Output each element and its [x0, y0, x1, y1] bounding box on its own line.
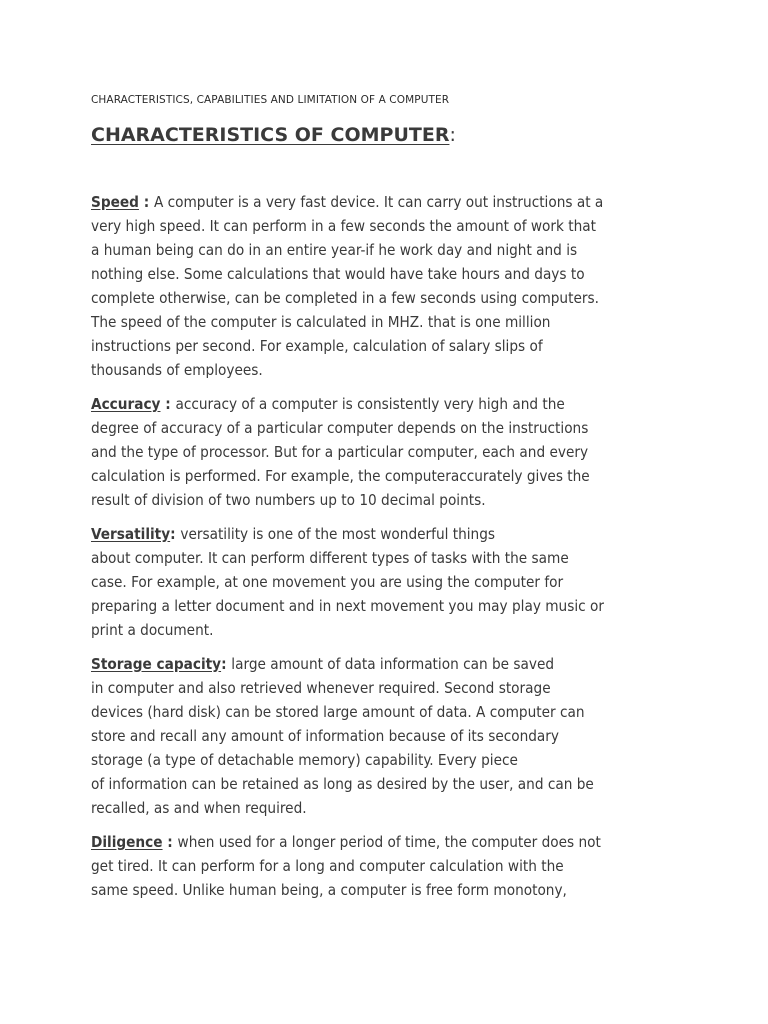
line-text: about computer. It can perform different types of tasks with the same: [91, 549, 569, 567]
characteristic-paragraph: [91, 522, 691, 642]
paragraph-line: [91, 724, 691, 748]
paragraph-line: [91, 310, 691, 334]
line-text: accuracy of a computer is consistently very high and the: [175, 395, 565, 413]
characteristic-paragraph: [91, 652, 691, 820]
paragraph-line: [91, 854, 691, 878]
paragraph-line: [91, 546, 691, 570]
characteristic-paragraph: [91, 190, 691, 382]
paragraph-line: [91, 238, 691, 262]
term-separator: :: [162, 833, 178, 851]
paragraph-line: [91, 440, 691, 464]
term-separator: :: [170, 525, 181, 543]
line-text: case. For example, at one movement you are using the computer for: [91, 573, 564, 591]
line-text: preparing a letter document and in next movement you may play music or: [91, 597, 604, 615]
paragraph-line: [91, 358, 691, 382]
paragraph-line: [91, 488, 691, 512]
section-heading-suffix: :: [449, 124, 456, 146]
characteristic-term: Diligence: [91, 833, 163, 851]
term-separator: :: [160, 395, 176, 413]
paragraph-line: [91, 618, 691, 642]
term-separator: :: [221, 655, 232, 673]
characteristic-paragraph: [91, 392, 691, 512]
line-text: result of division of two numbers up to 10 decimal points.: [91, 491, 486, 509]
line-text: complete otherwise, can be completed in a few seconds using computers.: [91, 289, 599, 307]
line-text: in computer and also retrieved whenever required. Second storage: [91, 679, 551, 697]
line-text: and the type of processor. But for a particular computer, each and every: [91, 443, 589, 461]
paragraph-line: [91, 522, 691, 546]
line-text: when used for a longer period of time, the computer does not: [177, 833, 601, 851]
section-heading: [91, 124, 691, 146]
line-text: of information can be retained as long as desired by the user, and can be: [91, 775, 594, 793]
paragraph-line: [91, 464, 691, 488]
document-page: [91, 94, 691, 912]
paragraph-line: [91, 652, 691, 676]
paragraph-line: [91, 570, 691, 594]
line-text: get tired. It can perform for a long and computer calculation with the: [91, 857, 564, 875]
line-text: very high speed. It can perform in a few seconds the amount of work that: [91, 217, 596, 235]
paragraph-line: [91, 594, 691, 618]
paragraph-line: [91, 262, 691, 286]
paragraph-line: [91, 334, 691, 358]
line-text: The speed of the computer is calculated in MHZ. that is one million: [91, 313, 551, 331]
line-text: A computer is a very fast device. It can carry out instructions at a: [153, 193, 604, 211]
paragraph-line: [91, 830, 691, 854]
line-text: calculation is performed. For example, the computeraccurately gives the: [91, 467, 590, 485]
line-text: nothing else. Some calculations that would have take hours and days to: [91, 265, 585, 283]
document-title: CHARACTERISTICS, CAPABILITIES AND LIMITATION OF A COMPUTER: [91, 94, 450, 106]
term-separator: :: [138, 193, 154, 211]
line-text: a human being can do in an entire year-if he work day and night and is: [91, 241, 578, 259]
paragraph-line: [91, 700, 691, 724]
paragraph-line: [91, 416, 691, 440]
line-text: large amount of data information can be saved: [231, 655, 555, 673]
line-text: store and recall any amount of information because of its secondary: [91, 727, 560, 745]
characteristic-paragraph: [91, 830, 691, 902]
characteristic-term: Versatility: [91, 525, 171, 543]
section-heading-text: CHARACTERISTICS OF COMPUTER: [91, 124, 450, 146]
characteristic-term: Accuracy: [91, 395, 161, 413]
paragraph-line: [91, 878, 691, 902]
paragraph-line: [91, 748, 691, 772]
line-text: versatility is one of the most wonderful things: [180, 525, 496, 543]
paragraph-line: [91, 286, 691, 310]
line-text: same speed. Unlike human being, a computer is free form monotony,: [91, 881, 567, 899]
line-text: degree of accuracy of a particular computer depends on the instructions: [91, 419, 589, 437]
line-text: recalled, as and when required.: [91, 799, 307, 817]
line-text: print a document.: [91, 621, 214, 639]
paragraph-line: [91, 676, 691, 700]
line-text: thousands of employees.: [91, 361, 263, 379]
paragraph-line: [91, 190, 691, 214]
paragraph-line: [91, 772, 691, 796]
characteristics-list: [91, 190, 691, 902]
line-text: instructions per second. For example, calculation of salary slips of: [91, 337, 543, 355]
characteristic-term: Storage capacity: [91, 655, 222, 673]
line-text: storage (a type of detachable memory) capability. Every piece: [91, 751, 518, 769]
paragraph-line: [91, 214, 691, 238]
characteristic-term: Speed: [91, 193, 139, 211]
paragraph-line: [91, 796, 691, 820]
paragraph-line: [91, 392, 691, 416]
line-text: devices (hard disk) can be stored large amount of data. A computer can: [91, 703, 585, 721]
